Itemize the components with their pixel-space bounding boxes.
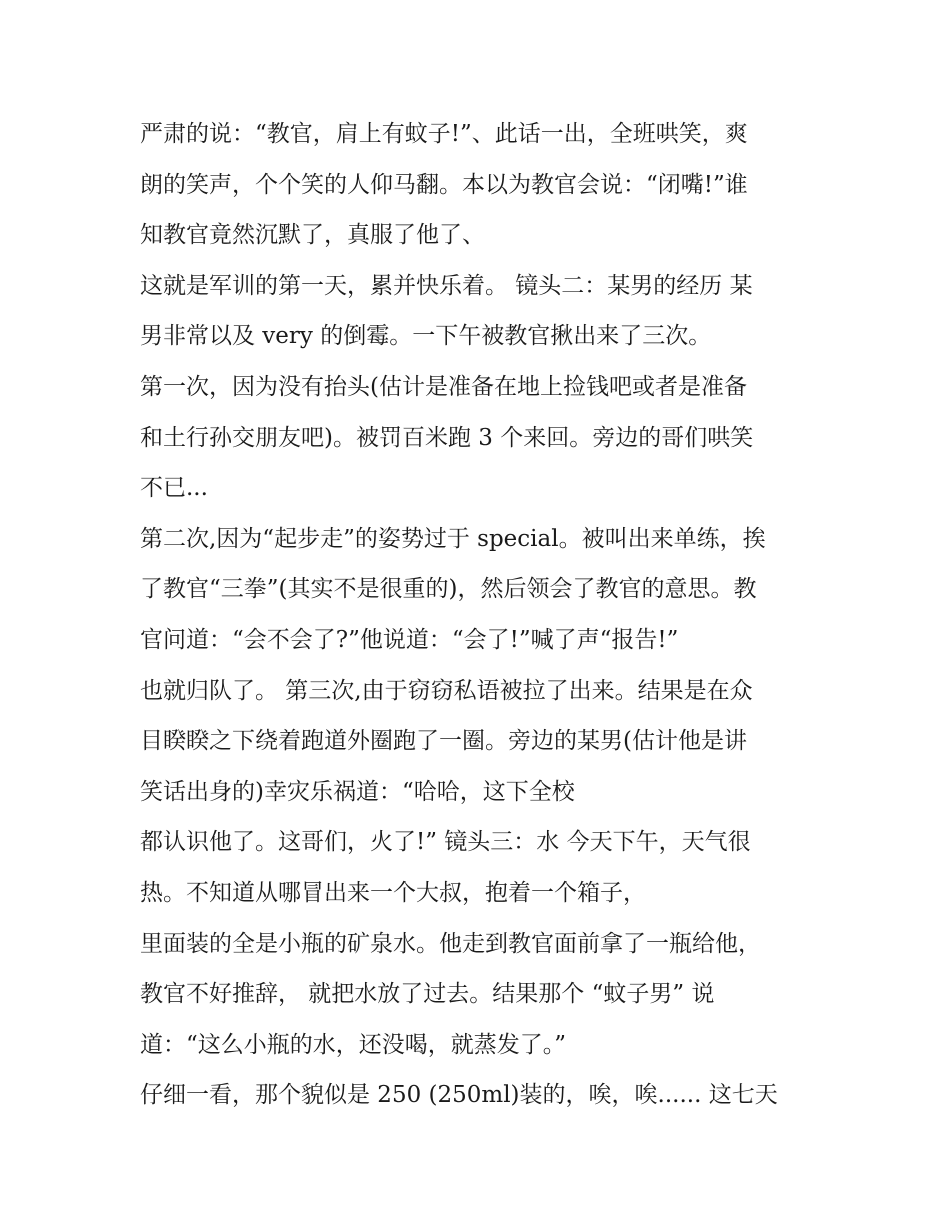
text-line-19: 道：“这么小瓶的水，还没喝，就蒸发了。” [140,1031,567,1058]
text-line-11: 官问道：“会不会了?”他说道：“会了!”喊了声“报告!” [140,626,679,653]
text-line-18: 教官不好推辞， 就把水放了过去。结果那个 “蚊子男” 说 [140,981,715,1008]
text-line-2: 朗的笑声，个个笑的人仰马翻。本以为教官会说：“闭嘴!”谁 [140,171,748,198]
body-text [140,109,820,1121]
text-line-5: 男非常以及 very 的倒霉。一下午被教官揪出来了三次。 [140,323,712,350]
text-line-17: 里面装的全是小瓶的矿泉水。他走到教官面前拿了一瓶给他， [140,930,761,957]
text-line-9: 第二次,因为“起步走”的姿势过于 special。被叫出来单练，挨 [140,525,766,552]
text-line-12: 也就归队了。 第三次,由于窃窃私语被拉了出来。结果是在众 [140,677,753,704]
text-line-8: 不已... [140,475,208,502]
text-line-14: 笑话出身的)幸灾乐祸道：“哈哈，这下全校 [140,778,575,805]
text-line-7: 和土行孙交朋友吧)。被罚百米跑 3 个来回。旁边的哥们哄笑 [140,424,754,451]
text-line-3: 知教官竟然沉默了，真服了他了、 [140,222,485,249]
text-line-6: 第一次，因为没有抬头(估计是准备在地上捡钱吧或者是准备 [140,373,747,400]
text-line-1: 严肃的说：“教官，肩上有蚊子!”、此话一出，全班哄笑，爽 [140,121,748,147]
text-line-13: 目睽睽之下绕着跑道外圈跑了一圈。旁边的某男(估计他是讲 [140,728,747,755]
text-line-16: 热。不知道从哪冒出来一个大叔，抱着一个箱子， [140,879,646,906]
text-line-4: 这就是军训的第一天，累并快乐着。 镜头二：某男的经历 某 [140,272,753,299]
text-line-15: 都认识他了。这哥们，火了!” 镜头三：水 今天下午，天气很 [140,829,751,856]
text-line-20: 仔细一看，那个貌似是 250 (250ml)装的，唉，唉...... 这七天 [140,1082,778,1109]
text-line-10: 了教官“三拳”(其实不是很重的)，然后领会了教官的意思。教 [140,576,757,603]
